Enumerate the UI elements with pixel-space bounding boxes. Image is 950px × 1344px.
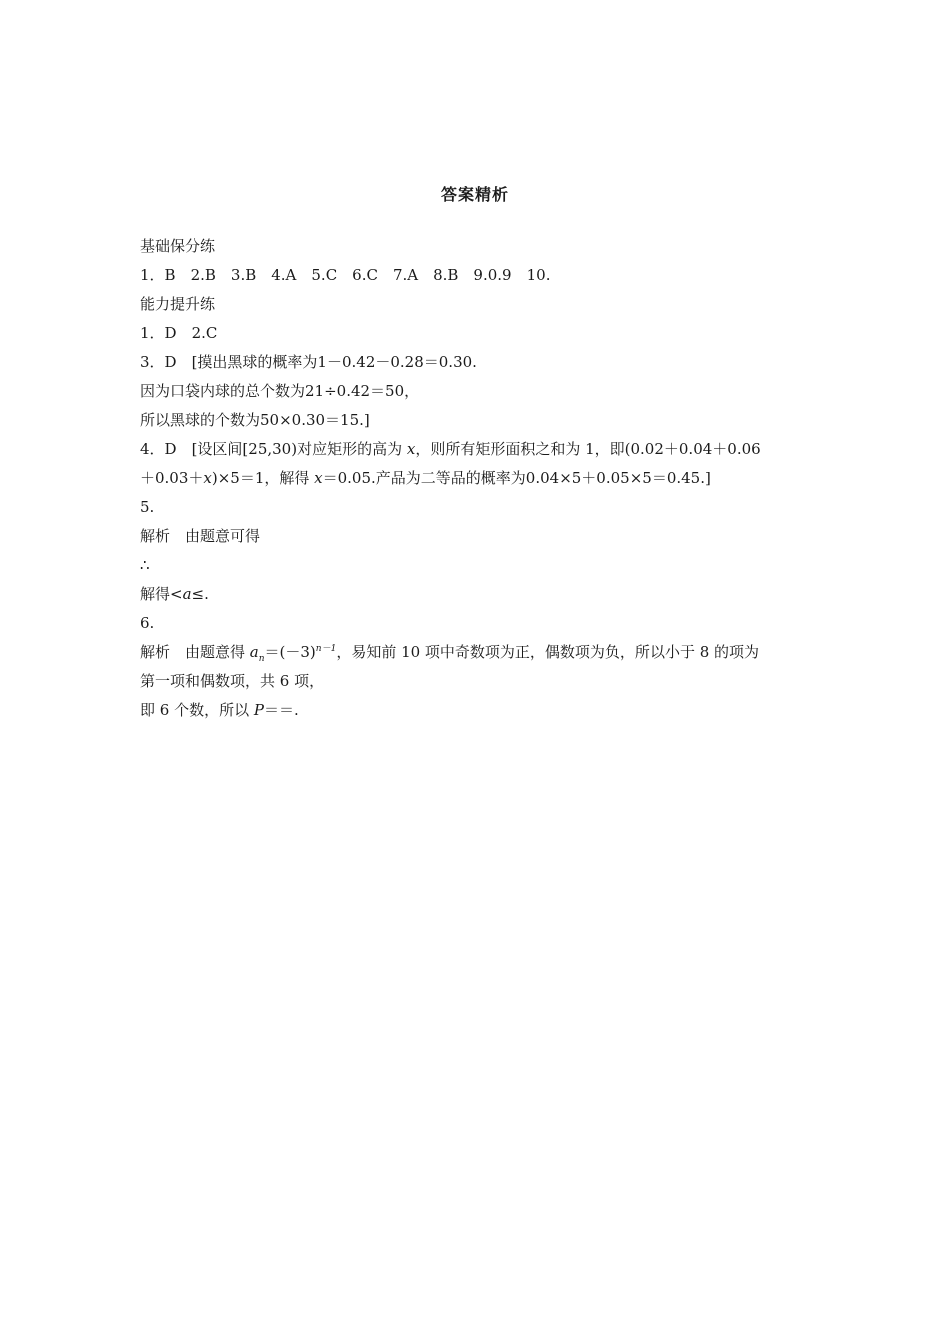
page-title: 答案精析 — [440, 185, 509, 204]
q4-text: ＋0.03＋ — [140, 469, 204, 487]
q4-text: 4．D [设区间[25,30)对应矩形的高为 — [140, 440, 407, 458]
q4-variable: x — [314, 469, 323, 487]
q6-text: ＝(－3) — [264, 643, 316, 661]
q5-result — [140, 580, 820, 609]
q5-therefore: ∴ — [140, 556, 150, 574]
q4-line-1 — [140, 435, 820, 464]
q4-text: )×5＝1，解得 — [211, 469, 315, 487]
section-heading-advanced: 能力提升练 — [140, 295, 216, 313]
advanced-answers: 1．D 2.C — [140, 324, 218, 342]
q3-line-1: 3．D [摸出黑球的概率为1－0.42－0.28＝0.30. — [140, 353, 477, 371]
q6-text: ＝＝. — [263, 701, 299, 719]
q4-variable: x — [406, 440, 416, 458]
q4-variable: x — [203, 469, 212, 487]
q4-text: ＝0.05.产品为二等品的概率为0.04×5＋0.05×5＝0.45.] — [322, 469, 711, 487]
q6-text: ，易知前 10 项中奇数项为正，偶数项为负，所以小于 8 的项为 — [336, 643, 760, 661]
q6-variable: a — [249, 643, 259, 661]
q6-subscript: n — [258, 654, 265, 664]
q6-text: 即 6 个数，所以 — [140, 701, 254, 719]
basic-answers: 1．B 2.B 3.B 4.A 5.C 6.C 7.A 8.B 9.0.9 10. — [140, 266, 551, 284]
q5-number: 5. — [140, 498, 155, 516]
q5-text: ≤. — [191, 585, 209, 603]
q6-line-3 — [140, 696, 820, 725]
answer-content — [140, 232, 820, 725]
q6-superscript: n－1 — [315, 644, 337, 654]
q6-line-2: 第一项和偶数项，共 6 项， — [140, 672, 325, 690]
q3-line-2: 因为口袋内球的总个数为21÷0.42＝50， — [140, 382, 420, 400]
q5-text: 解得< — [140, 585, 183, 603]
q4-text: ，则所有矩形面积之和为 1，即(0.02＋0.04＋0.06 — [415, 440, 761, 458]
q5-variable: a — [182, 585, 192, 603]
q6-variable: P — [253, 701, 264, 719]
q6-text: 解析 由题意得 — [140, 643, 250, 661]
q6-line-1 — [140, 638, 820, 667]
section-heading-basic: 基础保分练 — [140, 237, 216, 255]
q6-number: 6. — [140, 614, 155, 632]
q3-line-3: 所以黑球的个数为50×0.30＝15.] — [140, 411, 370, 429]
q4-line-2 — [140, 464, 820, 493]
q5-intro: 解析 由题意可得 — [140, 527, 261, 545]
